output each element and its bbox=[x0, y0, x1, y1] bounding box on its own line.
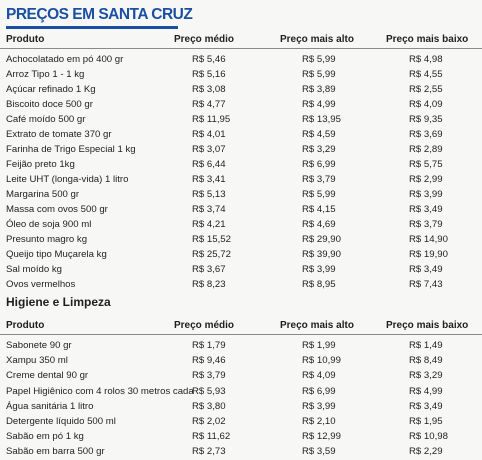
cell-preco-mais-baixo: R$ 1,49 bbox=[409, 340, 443, 351]
cell-preco-mais-alto: R$ 3,89 bbox=[302, 84, 336, 95]
cell-preco-mais-alto: R$ 3,99 bbox=[302, 400, 336, 412]
table-row bbox=[0, 187, 482, 203]
cell-preco-mais-alto: R$ 4,09 bbox=[302, 370, 336, 382]
header-preco-mais-baixo-2: Preço mais baixo bbox=[386, 320, 469, 331]
cell-preco-medio: R$ 1,79 bbox=[192, 340, 226, 351]
cell-preco-mais-alto: R$ 4,99 bbox=[302, 99, 336, 110]
cell-preco-medio: R$ 2,73 bbox=[192, 446, 226, 458]
cell-preco-medio: R$ 25,72 bbox=[192, 249, 231, 260]
table-row bbox=[0, 172, 482, 188]
header-divider bbox=[0, 48, 482, 49]
cell-preco-mais-alto: R$ 3,79 bbox=[302, 174, 336, 185]
header-preco-medio-2: Preço médio bbox=[174, 320, 235, 331]
cell-preco-mais-baixo: R$ 19,90 bbox=[409, 249, 448, 260]
table-row bbox=[0, 247, 482, 263]
cell-preco-medio: R$ 8,23 bbox=[192, 279, 226, 290]
table-row bbox=[0, 97, 482, 113]
cell-preco-mais-baixo: R$ 10,98 bbox=[409, 431, 448, 443]
table-row bbox=[0, 232, 482, 248]
cell-produto: Biscoito doce 500 gr bbox=[6, 99, 93, 110]
cell-preco-medio: R$ 4,01 bbox=[192, 129, 226, 140]
page-title: PREÇOS EM SANTA CRUZ bbox=[6, 6, 193, 23]
cell-preco-medio: R$ 3,08 bbox=[192, 84, 226, 95]
cell-preco-mais-alto: R$ 5,99 bbox=[302, 189, 336, 200]
cell-produto: Arroz Tipo 1 - 1 kg bbox=[6, 69, 85, 80]
cell-preco-mais-baixo: R$ 5,75 bbox=[409, 159, 443, 170]
cell-produto: Xampu 350 ml bbox=[6, 355, 68, 367]
title-underline bbox=[6, 26, 178, 29]
cell-preco-mais-alto: R$ 5,99 bbox=[302, 54, 336, 65]
table-row bbox=[0, 217, 482, 233]
cell-produto: Ovos vermelhos bbox=[6, 279, 76, 290]
cell-preco-mais-baixo: R$ 3,49 bbox=[409, 400, 443, 412]
cell-produto: Feijão preto 1kg bbox=[6, 159, 75, 170]
header-preco-mais-alto-2: Preço mais alto bbox=[280, 320, 354, 331]
cell-preco-medio: R$ 11,95 bbox=[192, 114, 231, 125]
header-preco-mais-baixo: Preço mais baixo bbox=[386, 34, 469, 45]
table-row bbox=[0, 202, 482, 218]
cell-preco-mais-baixo: R$ 7,43 bbox=[409, 279, 443, 290]
cell-preco-medio: R$ 4,77 bbox=[192, 99, 226, 110]
cell-preco-medio: R$ 15,52 bbox=[192, 234, 231, 245]
cell-preco-mais-baixo: R$ 2,29 bbox=[409, 446, 443, 458]
cell-preco-mais-alto: R$ 4,59 bbox=[302, 129, 336, 140]
cell-preco-mais-alto: R$ 8,95 bbox=[302, 279, 336, 290]
cell-preco-mais-baixo: R$ 3,99 bbox=[409, 189, 443, 200]
cell-produto: Papel Higiênico com 4 rolos 30 metros cada bbox=[6, 385, 194, 397]
table-row bbox=[0, 444, 482, 460]
cell-preco-mais-alto: R$ 2,10 bbox=[302, 416, 336, 427]
table-row bbox=[0, 353, 482, 369]
cell-preco-mais-alto: R$ 3,29 bbox=[302, 144, 336, 155]
cell-preco-medio: R$ 3,41 bbox=[192, 174, 226, 185]
cell-preco-medio: R$ 2,02 bbox=[192, 416, 226, 427]
cell-preco-medio: R$ 5,93 bbox=[192, 385, 226, 397]
header-preco-mais-alto: Preço mais alto bbox=[280, 34, 354, 45]
cell-produto: Sal moído kg bbox=[6, 264, 62, 275]
cell-produto: Achocolatado em pó 400 gr bbox=[6, 54, 124, 65]
cell-preco-medio: R$ 5,16 bbox=[192, 69, 226, 80]
cell-preco-mais-alto: R$ 5,99 bbox=[302, 69, 336, 80]
cell-preco-mais-baixo: R$ 4,09 bbox=[409, 99, 443, 110]
cell-preco-mais-baixo: R$ 4,55 bbox=[409, 69, 443, 80]
cell-preco-mais-baixo: R$ 8,49 bbox=[409, 355, 443, 367]
table-row bbox=[0, 157, 482, 173]
cell-preco-mais-baixo: R$ 4,98 bbox=[409, 54, 443, 65]
cell-preco-mais-alto: R$ 12,99 bbox=[302, 431, 341, 443]
cell-preco-mais-baixo: R$ 3,29 bbox=[409, 370, 443, 382]
cell-produto: Leite UHT (longa-vida) 1 litro bbox=[6, 174, 129, 185]
header-produto: Produto bbox=[6, 34, 45, 45]
table-row bbox=[0, 399, 482, 415]
cell-preco-medio: R$ 3,67 bbox=[192, 264, 226, 275]
cell-preco-mais-baixo: R$ 1,95 bbox=[409, 416, 443, 427]
cell-preco-mais-baixo: R$ 4,99 bbox=[409, 385, 443, 397]
cell-preco-mais-baixo: R$ 14,90 bbox=[409, 234, 448, 245]
table-row bbox=[0, 429, 482, 445]
section-title-higiene: Higiene e Limpeza bbox=[6, 295, 111, 309]
cell-produto: Óleo de soja 900 ml bbox=[6, 219, 92, 230]
table-row bbox=[0, 67, 482, 83]
cell-preco-mais-alto: R$ 29,90 bbox=[302, 234, 341, 245]
cell-preco-medio: R$ 6,44 bbox=[192, 159, 226, 170]
table-row bbox=[0, 338, 482, 354]
cell-preco-medio: R$ 3,80 bbox=[192, 400, 226, 412]
header-produto-2: Produto bbox=[6, 320, 45, 331]
cell-preco-mais-alto: R$ 3,59 bbox=[302, 446, 336, 458]
header-divider-2 bbox=[0, 334, 482, 335]
cell-preco-mais-alto: R$ 4,15 bbox=[302, 204, 336, 215]
cell-produto: Açúcar refinado 1 Kg bbox=[6, 84, 96, 95]
cell-produto: Presunto magro kg bbox=[6, 234, 88, 245]
table-row bbox=[0, 262, 482, 278]
table-row bbox=[0, 142, 482, 158]
cell-produto: Sabonete 90 gr bbox=[6, 340, 72, 351]
cell-preco-mais-baixo: R$ 3,69 bbox=[409, 129, 443, 140]
header-preco-medio: Preço médio bbox=[174, 34, 235, 45]
cell-preco-medio: R$ 9,46 bbox=[192, 355, 226, 367]
cell-preco-mais-baixo: R$ 3,79 bbox=[409, 219, 443, 230]
cell-preco-mais-alto: R$ 6,99 bbox=[302, 385, 336, 397]
cell-preco-mais-alto: R$ 39,90 bbox=[302, 249, 341, 260]
cell-preco-mais-baixo: R$ 3,49 bbox=[409, 264, 443, 275]
cell-produto: Massa com ovos 500 gr bbox=[6, 204, 108, 215]
cell-produto: Sabão em pó 1 kg bbox=[6, 431, 84, 443]
cell-preco-mais-baixo: R$ 9,35 bbox=[409, 114, 443, 125]
cell-produto: Margarina 500 gr bbox=[6, 189, 80, 200]
cell-preco-medio: R$ 5,46 bbox=[192, 54, 226, 65]
cell-preco-mais-alto: R$ 1,99 bbox=[302, 340, 336, 351]
cell-preco-mais-baixo: R$ 2,99 bbox=[409, 174, 443, 185]
cell-produto: Queijo tipo Muçarela kg bbox=[6, 249, 107, 260]
cell-produto: Sabão em barra 500 gr bbox=[6, 446, 105, 458]
page-title-block bbox=[6, 6, 192, 29]
cell-preco-medio: R$ 3,07 bbox=[192, 144, 226, 155]
table-row bbox=[0, 127, 482, 143]
cell-produto: Água sanitária 1 litro bbox=[6, 400, 94, 412]
cell-preco-medio: R$ 3,79 bbox=[192, 370, 226, 382]
cell-preco-mais-alto: R$ 3,99 bbox=[302, 264, 336, 275]
cell-preco-medio: R$ 11,62 bbox=[192, 431, 231, 443]
table-row bbox=[0, 82, 482, 98]
cell-preco-mais-alto: R$ 13,95 bbox=[302, 114, 341, 125]
table-row bbox=[0, 384, 482, 400]
cell-preco-medio: R$ 3,74 bbox=[192, 204, 226, 215]
cell-produto: Creme dental 90 gr bbox=[6, 370, 89, 382]
cell-produto: Café moído 500 gr bbox=[6, 114, 86, 125]
cell-preco-medio: R$ 4,21 bbox=[192, 219, 226, 230]
cell-preco-mais-baixo: R$ 2,55 bbox=[409, 84, 443, 95]
cell-preco-medio: R$ 5,13 bbox=[192, 189, 226, 200]
cell-preco-mais-alto: R$ 4,69 bbox=[302, 219, 336, 230]
table-row bbox=[0, 414, 482, 430]
table-row bbox=[0, 277, 482, 293]
table-row bbox=[0, 52, 482, 68]
cell-preco-mais-baixo: R$ 2,89 bbox=[409, 144, 443, 155]
table-row bbox=[0, 368, 482, 384]
table-row bbox=[0, 112, 482, 128]
cell-produto: Detergente líquido 500 ml bbox=[6, 416, 116, 427]
cell-preco-mais-baixo: R$ 3,49 bbox=[409, 204, 443, 215]
cell-preco-mais-alto: R$ 10,99 bbox=[302, 355, 341, 367]
cell-produto: Farinha de Trigo Especial 1 kg bbox=[6, 144, 136, 155]
cell-produto: Extrato de tomate 370 gr bbox=[6, 129, 112, 140]
cell-preco-mais-alto: R$ 6,99 bbox=[302, 159, 336, 170]
